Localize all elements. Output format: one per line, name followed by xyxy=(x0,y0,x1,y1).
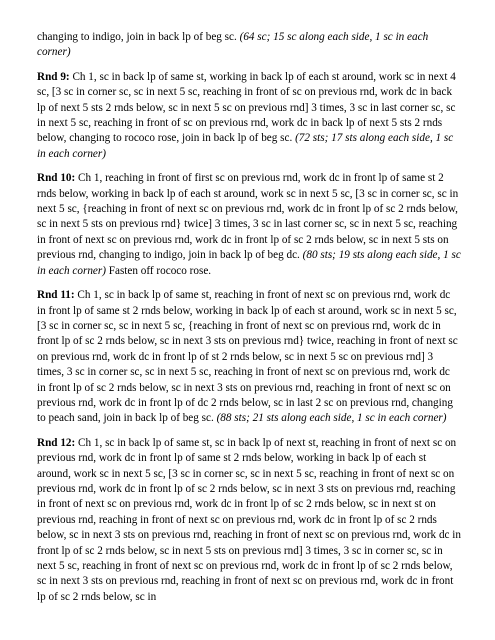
paragraph-text: Ch 1, sc in back lp of same st, working in back lp of each st around, work sc in next 4 sc, [3 sc in corner sc, sc in next 5 sc, reaching in front of sc on previous rnd, work dc in back lp of next 5 sts 2 rnds below, sc in next 5 sc on previous rnd] 3 times, 3 sc in last corner sc, sc in next 5 sc, reaching in front of sc on previous rnd, work dc in back lp of next 5 sts 2 rnds below, changing to rococo rose, join in back lp of beg sc. xyxy=(37,70,456,145)
stitch-count: (88 sts; 21 sts along each side, 1 sc in each corner) xyxy=(216,412,447,425)
paragraph-rnd-11 xyxy=(37,288,461,427)
round-label: Rnd 12: xyxy=(37,436,76,449)
paragraph-text: Ch 1, sc in back lp of same st, reaching in front of next sc on previous rnd, work dc in front lp of same st 2 rnds below, working in back lp of each st around, work sc in next 5 sc, [3 sc in corner sc, sc in next 5 sc, {reaching in front of next sc on previous rnd, work dc in front lp of sc 2 rnds below, sc in next 3 sts on previous rnd} twice, reaching in front of next sc on previous rnd, work dc in front lp of st 2 rnds below, sc in next 5 sc on previous rnd] 3 times, 3 sc in corner sc, sc in next 5 sc, reaching in front of next sc on previous rnd, work dc in front lp of sc 2 rnds below, sc in next 3 sts on previous rnd, reaching in front of next sc on previous rnd, work dc in front lp of dc 2 rnds below, sc in last 2 sc on previous rnd, changing to peach sand, join in back lp of beg sc. xyxy=(37,289,458,425)
paragraph-text: changing to indigo, join in back lp of beg sc. xyxy=(37,31,240,43)
round-label: Rnd 10: xyxy=(37,172,76,185)
document-page xyxy=(37,30,461,614)
stitch-count: (72 sts; 17 sts along each side, 1 sc in each corner) xyxy=(37,132,454,160)
stitch-count: (64 sc; 15 sc along each side, 1 sc in each corner) xyxy=(37,31,429,59)
round-label: Rnd 9: xyxy=(37,70,70,83)
paragraph-rnd-8-end xyxy=(37,30,461,61)
paragraph-text: Ch 1, sc in back lp of same st, sc in back lp of next st, reaching in front of next sc on previous rnd, work dc in front lp of same st 2 rnds below, working in back lp of each st around, work sc in next 5 sc, [3 sc in corner sc, sc in next 5 sc, reaching in front of next sc on previous rnd, work dc in front lp of sc 2 rnds below, sc in next 3 sts on previous rnd, reaching in front of next sc on previous rnd, work dc in front lp of sc 2 rnds below, sc in next st on previous rnd, reaching in front of next sc on previous rnd, work dc in front lp of sc 2 rnds below, sc in next 3 sts on previous rnd, reaching in front of next sc on previous rnd, work dc in front lp of sc 2 rnds below, sc in next 5 sts on previous rnd] 3 times, 3 sc in corner sc, sc in next 5 sc, reaching in front of next sc on previous rnd, work dc in front lp of sc 2 rnds below, sc in next 3 sts on previous rnd, reaching in front of next sc on previous rnd, work dc in front lp of sc 2 rnds below, sc in xyxy=(37,436,462,603)
paragraph-text: Ch 1, reaching in front of first sc on previous rnd, work dc in front lp of same st 2 rnds below, working in back lp of each st around, work sc in next 5 sc, [3 sc in corner sc, sc in next 5 sc, {reaching in front of next sc on previous rnd, work dc in front lp of sc 2 rnds below, sc in next 5 sts on previous rnd} twice] 3 times, 3 sc in last corner sc, sc in next 5 sc, reaching in front of next sc on previous rnd, work dc in front lp of sc 2 rnds below, sc in next 5 sts on previous rnd, changing to indigo, join in back lp of beg dc. xyxy=(37,172,459,262)
paragraph-rnd-12 xyxy=(37,436,461,605)
round-label: Rnd 11: xyxy=(37,289,75,302)
stitch-count: (80 sts; 19 sts along each side, 1 sc in each corner) xyxy=(37,249,461,277)
paragraph-tail: Fasten off rococo rose. xyxy=(105,264,212,277)
paragraph-rnd-10 xyxy=(37,171,461,279)
paragraph-rnd-9 xyxy=(37,70,461,162)
